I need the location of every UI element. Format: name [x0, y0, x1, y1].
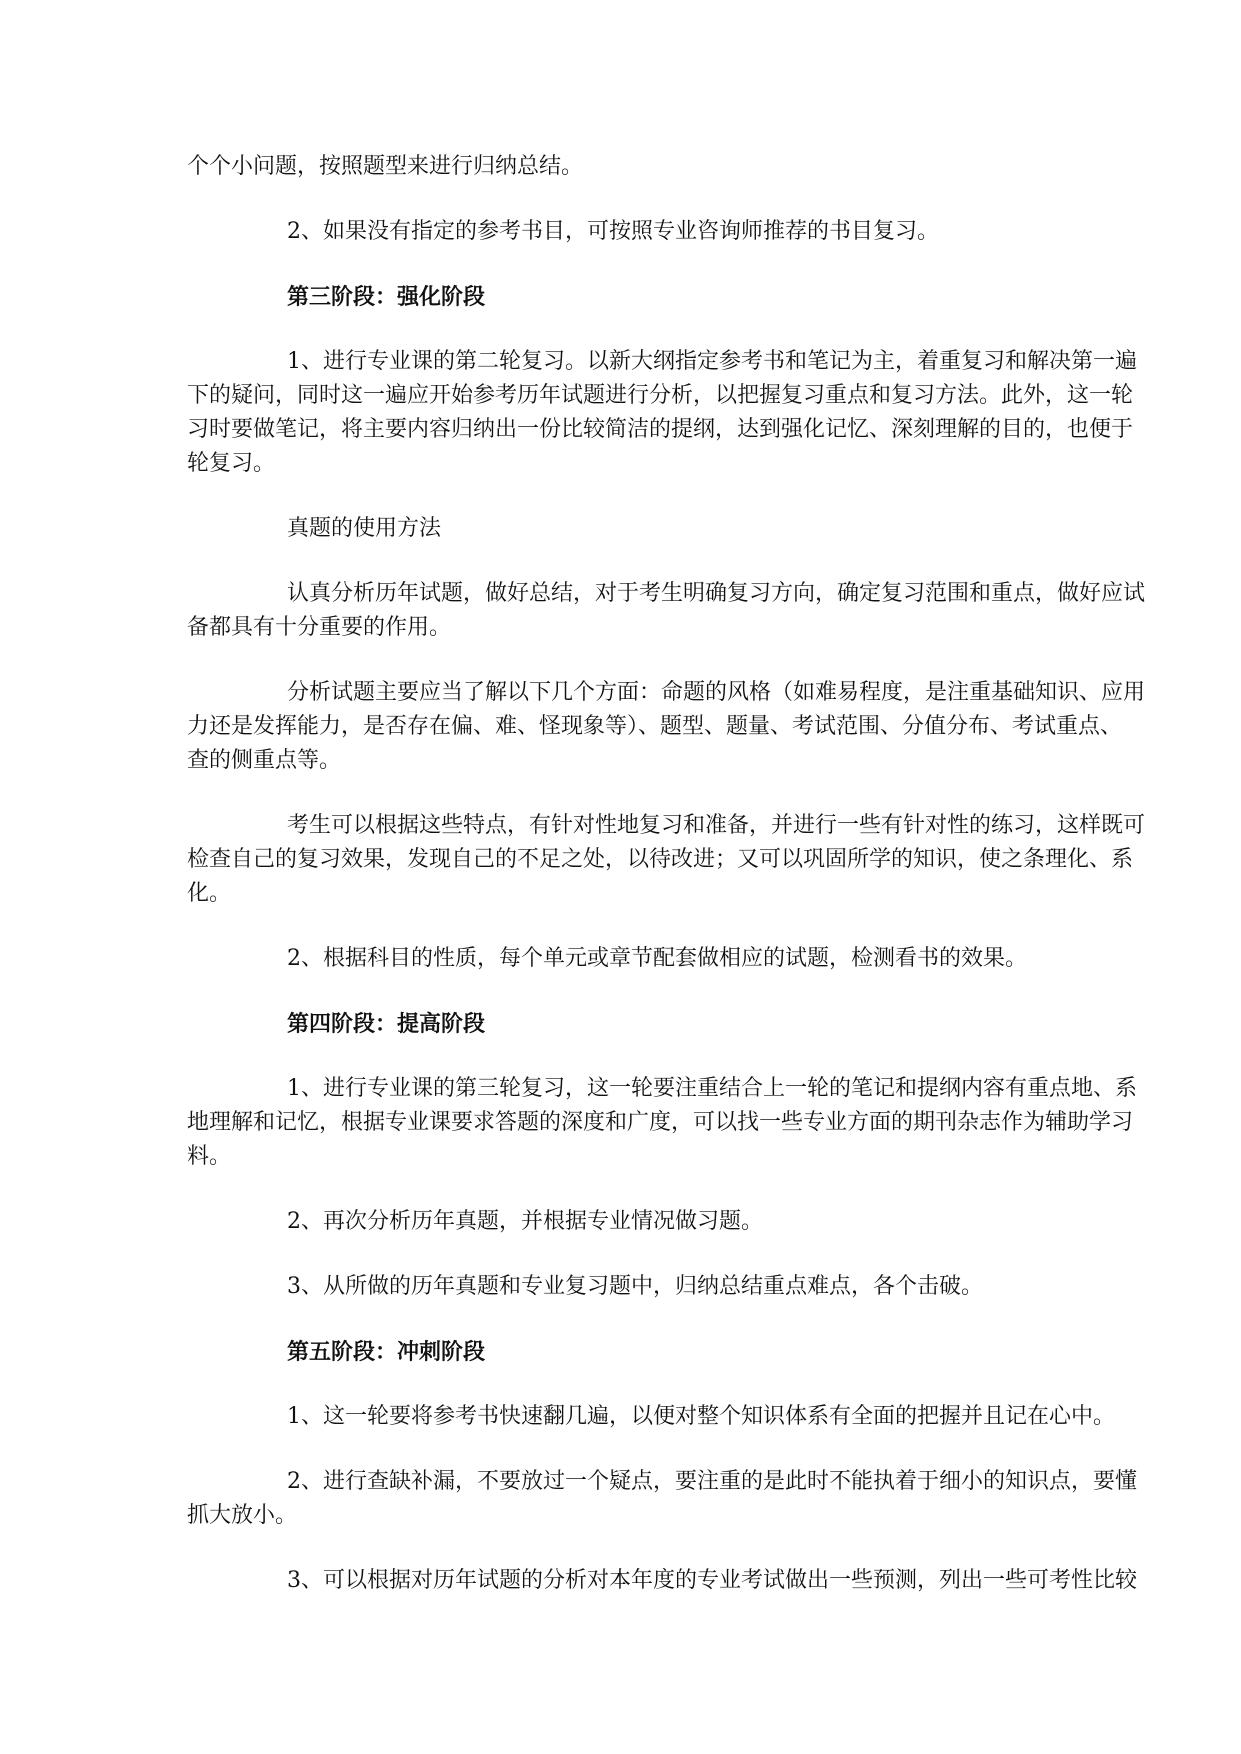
text-line: 备都具有十分重要的作用。: [187, 615, 452, 640]
text-line: 3、可以根据对历年试题的分析对本年度的专业考试做出一些预测，列出一些可考性比较: [287, 1568, 1137, 1593]
section-heading: [187, 280, 1241, 314]
text-line: 认真分析历年试题，做好总结，对于考生明确复习方向，确定复习范围和重点，做好应试: [287, 581, 1146, 606]
text-line: 1、进行专业课的第二轮复习。以新大纲指定参考书和笔记为主，着重复习和解决第一遍: [287, 349, 1137, 374]
text-line: 3、从所做的历年真题和专业复习题中，归纳总结重点难点，各个击破。: [287, 1274, 983, 1299]
body-paragraph: [187, 809, 1241, 911]
text-line: 轮复习。: [187, 451, 276, 476]
body-paragraph: [187, 150, 1241, 184]
document-body: [187, 150, 1241, 1629]
body-paragraph: [187, 1072, 1241, 1174]
text-line: 2、如果没有指定的参考书目，可按照专业咨询师推荐的书目复习。: [287, 219, 939, 244]
text-line: 第三阶段：强化阶段: [287, 284, 486, 310]
text-line: 下的疑问，同时这一遍应开始参考历年试题进行分析，以把握复习重点和复习方法。此外，这一轮: [187, 383, 1134, 408]
text-line: 2、进行查缺补漏，不要放过一个疑点，要注重的是此时不能执着于细小的知识点，要懂: [287, 1469, 1137, 1494]
text-line: 检查自己的复习效果，发现自己的不足之处，以待改进；又可以巩固所学的知识，使之条理化、系: [187, 847, 1134, 872]
text-line: 力还是发挥能力，是否存在偏、难、怪现象等）、题型、题量、考试范围、分值分布、考试重点、: [187, 714, 1123, 739]
body-paragraph: [187, 1465, 1241, 1533]
text-line: 个个小问题，按照题型来进行归纳总结。: [187, 154, 584, 179]
body-paragraph: [187, 215, 1241, 249]
body-paragraph: [187, 345, 1241, 481]
text-line: 2、根据科目的性质，每个单元或章节配套做相应的试题，检测看书的效果。: [287, 946, 1027, 971]
text-line: 抓大放小。: [187, 1503, 298, 1528]
text-line: 1、进行专业课的第三轮复习，这一轮要注重结合上一轮的笔记和提纲内容有重点地、系: [287, 1076, 1137, 1101]
text-line: 分析试题主要应当了解以下几个方面：命题的风格（如难易程度，是注重基础知识、应用: [287, 680, 1146, 705]
text-line: 1、这一轮要将参考书快速翻几遍，以便对整个知识体系有全面的把握并且记在心中。: [287, 1404, 1115, 1429]
text-line: 第五阶段：冲刺阶段: [287, 1339, 486, 1365]
body-paragraph: [187, 942, 1241, 976]
text-line: 查的侧重点等。: [187, 748, 342, 773]
text-line: 地理解和记忆，根据专业课要求答题的深度和广度，可以找一些专业方面的期刊杂志作为辅助学习: [187, 1110, 1134, 1135]
text-line: 第四阶段：提高阶段: [287, 1011, 486, 1037]
body-paragraph: [187, 1564, 1241, 1598]
text-line: 习时要做笔记，将主要内容归纳出一份比较简洁的提纲，达到强化记忆、深刻理解的目的，也便于: [187, 417, 1134, 442]
body-paragraph: [187, 1205, 1241, 1239]
text-line: 料。: [187, 1144, 232, 1169]
text-line: 化。: [187, 881, 232, 906]
body-paragraph: [187, 577, 1241, 645]
body-paragraph: [187, 676, 1241, 778]
text-line: 考生可以根据这些特点，有针对性地复习和准备，并进行一些有针对性的练习，这样既可: [287, 813, 1146, 838]
section-heading: [187, 1007, 1241, 1041]
body-paragraph: [187, 512, 1241, 546]
body-paragraph: [187, 1400, 1241, 1434]
text-line: 2、再次分析历年真题，并根据专业情况做习题。: [287, 1209, 763, 1234]
body-paragraph: [187, 1270, 1241, 1304]
text-line: 真题的使用方法: [287, 516, 442, 541]
section-heading: [187, 1335, 1241, 1369]
